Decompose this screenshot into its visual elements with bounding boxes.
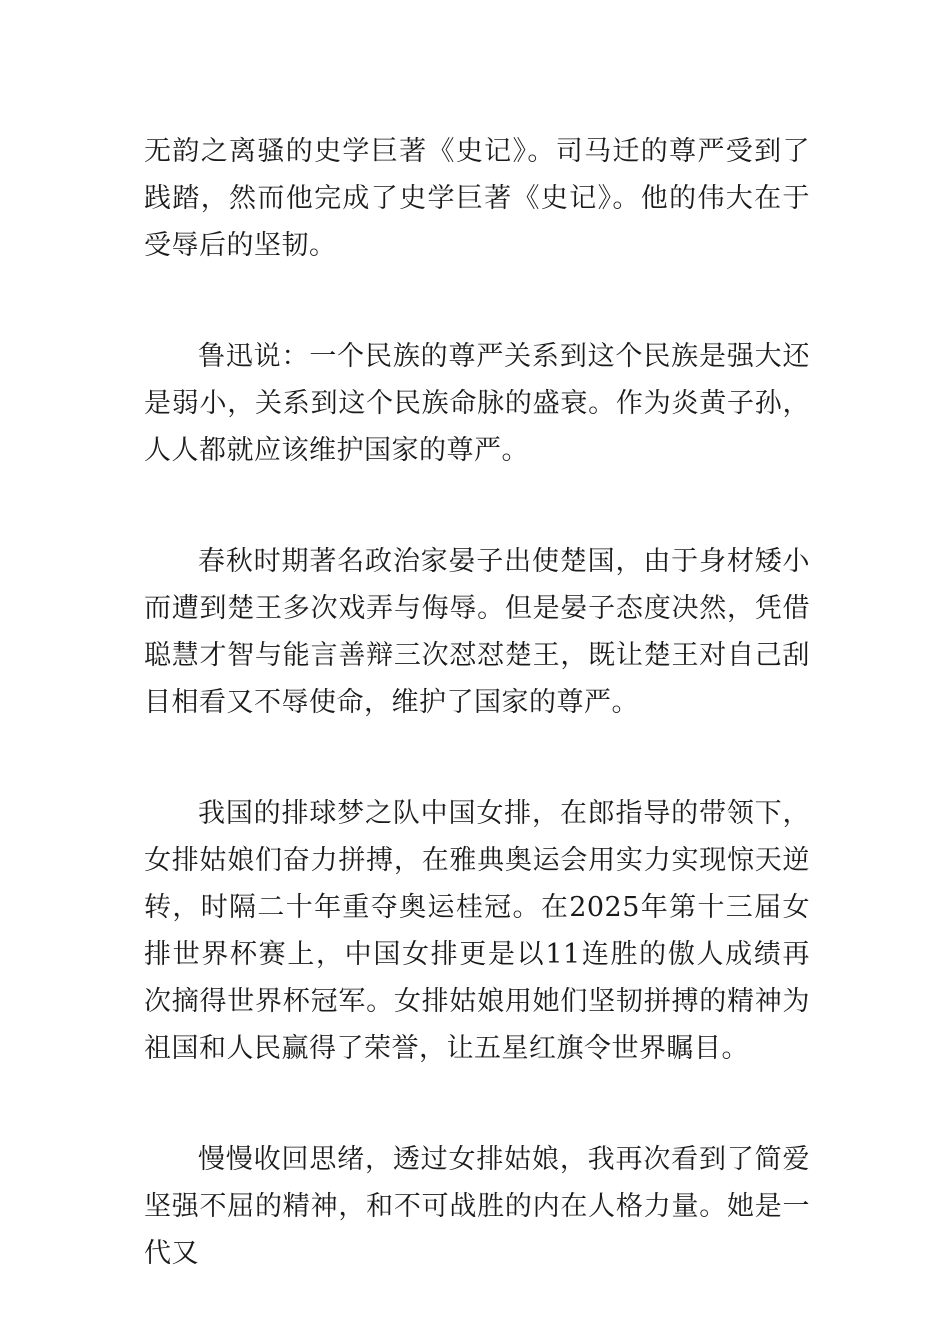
paragraph-spacer — [144, 1072, 810, 1136]
paragraph-4: 我国的排球梦之队中国女排，在郎指导的带领下，女排姑娘们奋力拼搏，在雅典奥运会用实力实现惊天逆转，时隔二十年重夺奥运桂冠。在2025年第十三届女排世界杯赛上，中国女排更是以11连胜的傲人成绩再次摘得世界杯冠军。女排姑娘用她们坚韧拼搏的精神为祖国和人民赢得了荣誉，让五星红旗令世界瞩目。 — [144, 798, 810, 1064]
document-body — [144, 128, 810, 1277]
paragraph-spacer — [144, 474, 810, 538]
paragraph-spacer — [144, 269, 810, 333]
paragraph-1: 无韵之离骚的史学巨著《史记》。司马迁的尊严受到了践踏，然而他完成了史学巨著《史记》。他的伟大在于受辱后的坚韧。 — [144, 136, 810, 261]
paragraph-3: 春秋时期著名政治家晏子出使楚国，由于身材矮小而遭到楚王多次戏弄与侮辱。但是晏子态度决然，凭借聪慧才智与能言善辩三次怼怼楚王，既让楚王对自己刮目相看又不辱使命，维护了国家的尊严。 — [144, 546, 810, 718]
paragraph-5: 慢慢收回思绪，透过女排姑娘，我再次看到了简爱坚强不屈的精神，和不可战胜的内在人格力量。她是一代又 — [144, 1144, 810, 1269]
paragraph-2: 鲁迅说：一个民族的尊严关系到这个民族是强大还是弱小，关系到这个民族命脉的盛衰。作为炎黄子孙，人人都就应该维护国家的尊严。 — [144, 341, 810, 466]
paragraph-spacer — [144, 726, 810, 790]
